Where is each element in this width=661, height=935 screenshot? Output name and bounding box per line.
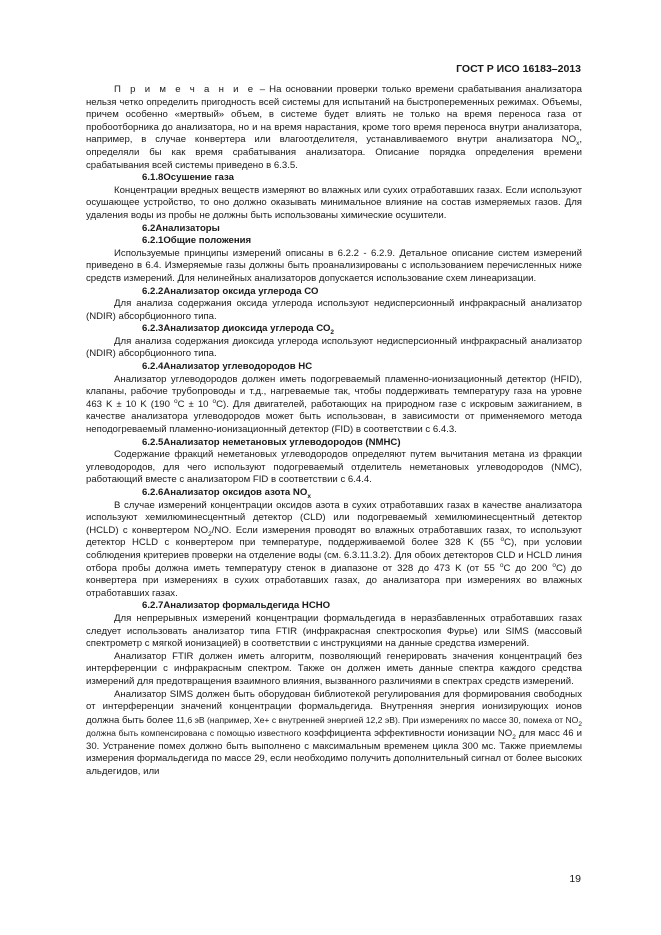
section-heading-6-2-6: 6.2.6Анализатор оксидов азота $NO_x$ bbox=[142, 487, 311, 500]
section-heading-6-2: 6.2Анализаторы bbox=[142, 222, 220, 234]
section-text-6-2-6: В случае измерений концентрации оксидов азота в сухих отработавших газах в качестве анализатора используют хемилюминесцентный детектор (CLD) или подогреваемый хемилюминесцентный детектор (HCLD) с конвертером $NO_2/NO$. Если измерения проводят во влажных отработавших газах, то используют детектор HCLD с конвертером при температуре, поддерживаемой более 328 K (55 $^о$C), при условии соблюдения критериев проверки на отделение воды (см. 6.3.11.3.2). Для обоих детекторов CLD и HCLD линия отбора пробы должна иметь температуру стенок в диапазоне от 328 до 473 K (от 55 $^о$C до 200 $^о$C) до конвертера при измерениях в сухих отработавших газах, до анализатора при измерениях во влажных отработавших газах. bbox=[86, 499, 582, 599]
note-label: П р и м е ч а н и е bbox=[114, 84, 256, 95]
section-heading-6-2-4: 6.2.4Анализатор углеводородов НС bbox=[142, 361, 313, 373]
section-text-6-2-4: Анализатор углеводородов должен иметь подогреваемый пламенно-ионизационный детектор (HFID), клапаны, рабочие трубопроводы и т.д., нагреваемые так, чтобы поддерживать температуру газа на уровне 463 K ± 10 K (190 $^о$C ± 10 $^о$C). Для двигателей, работающих на природном газе с искровым зажиганием, в качестве анализатора углеводородов может быть использован, в зависимости от применяемого метода неподогреваемый пламенно-ионизационный детектор (FID) в соответствии с 6.4.3. bbox=[86, 373, 582, 436]
section-text-6-2-5: Содержание фракций неметановых углеводородов определяют путем вычитания метана из фракции углеводородов, для чего используют подогреваемый отделитель неметановых углеводородов (NMC), работающий вместе с анализатором FID в соответствии с 6.4.4. bbox=[86, 449, 582, 486]
standard-header: ГОСТ Р ИСО 16183–2013 bbox=[456, 63, 581, 75]
section-text-6-2-7-p2: Анализатор FTIR должен иметь алгоритм, позволяющий генерировать значения концентраций без интерференции с инфракрасным спектром. Также он должен иметь данные спектра каждого средства измерений для предотвращения взаимного влияния, вызванного различиями в спектрах средств измерений. bbox=[86, 650, 582, 687]
section-heading-6-2-3: 6.2.3Анализатор диоксида углерода $СО_2$ bbox=[142, 323, 335, 337]
section-text-6-2-3: Для анализа содержания диоксида углерода используют недисперсионный инфракрасный анализатор (NDIR) абсорбционного типа. bbox=[86, 335, 582, 360]
section-text-6-2-1: Используемые принципы измерений описаны в 6.2.2 - 6.2.9. Детальное описание систем измерений приведено в 6.4. Измеряемые газы должны быть проанализированы с использованием перечисленных ниже средств измерений. Для нелинейных анализаторов допускается использование схем линеаризации. bbox=[86, 247, 582, 284]
document-body bbox=[86, 84, 582, 779]
note-paragraph: П р и м е ч а н и е – На основании проверки только времени срабатывания анализатора нельзя четко определить пригодность всей системы для испытаний на быстропеременных режимах. Объемы, причем особенно «мертвый» объем, в системе будет влиять не только на время переноса газа от пробоотборника до анализатора, но и на время нарастания, кроме того время переноса внутри анализатора, например, в случае конвертера или влагоотделителя, устанавливаемого внутри анализатора $NO_x$, определяли бы как время срабатывания анализатора. Описание порядка определения времени срабатывания всей системы приведено в 6.3.5. bbox=[86, 84, 582, 171]
section-text-6-2-7-p3: Анализатор SIMS должен быть оборудован библиотекой регулирования для формирования свободных от интерференции значений концентрации формальдегида. Внутренняя энергия ионизирующих ионов должна быть более 11,6 эВ (например, Хе+ с внутренней энергией 12,2 эВ). При измерениях по массе 30, помеха от $NO_2$ должна быть компенсирована с помощью известного коэффициента эффективности ионизации $NO_2$ для масс 46 и 30. Устранение помех должно быть выполнено с максимальным временем цикла 300 мс. Также приемлемы измерения формальдегида по массе 29, если необходимо получить дополнительный сигнал от более высоких альдегидов, или bbox=[86, 688, 583, 778]
section-text-6-2-7-p1: Для непрерывных измерений концентрации формальдегида в неразбавленных отработавших газах следует использовать анализатор типа FTIR (инфракрасная спектроскопия Фурье) или SIMS (массовый спектрометр с мягкой ионизацией) в соответствии с инструкциями на данные средства измерений. bbox=[86, 612, 582, 650]
section-heading-6-2-1: 6.2.1Общие положения bbox=[142, 235, 252, 247]
section-heading-6-2-7: 6.2.7Анализатор формальдегида НСНО bbox=[142, 600, 331, 612]
section-heading-6-2-2: 6.2.2Анализатор оксида углерода СО bbox=[142, 285, 319, 297]
section-heading-6-1-8: 6.1.8Осушение газа bbox=[142, 172, 234, 184]
section-text-6-1-8: Концентрации вредных веществ измеряют во влажных или сухих отработавших газах. Если используют осушающее устройство, то оно должно оказывать минимальное влияние на состав измеряемых газов. Для удаления воды из пробы не должны быть использованы химические осушители. bbox=[86, 184, 582, 221]
page-number: 19 bbox=[569, 873, 581, 885]
section-heading-6-2-5: 6.2.5Анализатор неметановых углеводородов (NMHC) bbox=[142, 436, 401, 448]
section-text-6-2-2: Для анализа содержания оксида углерода используют недисперсионный инфракрасный анализатор (NDIR) абсорбционного типа. bbox=[86, 298, 582, 322]
